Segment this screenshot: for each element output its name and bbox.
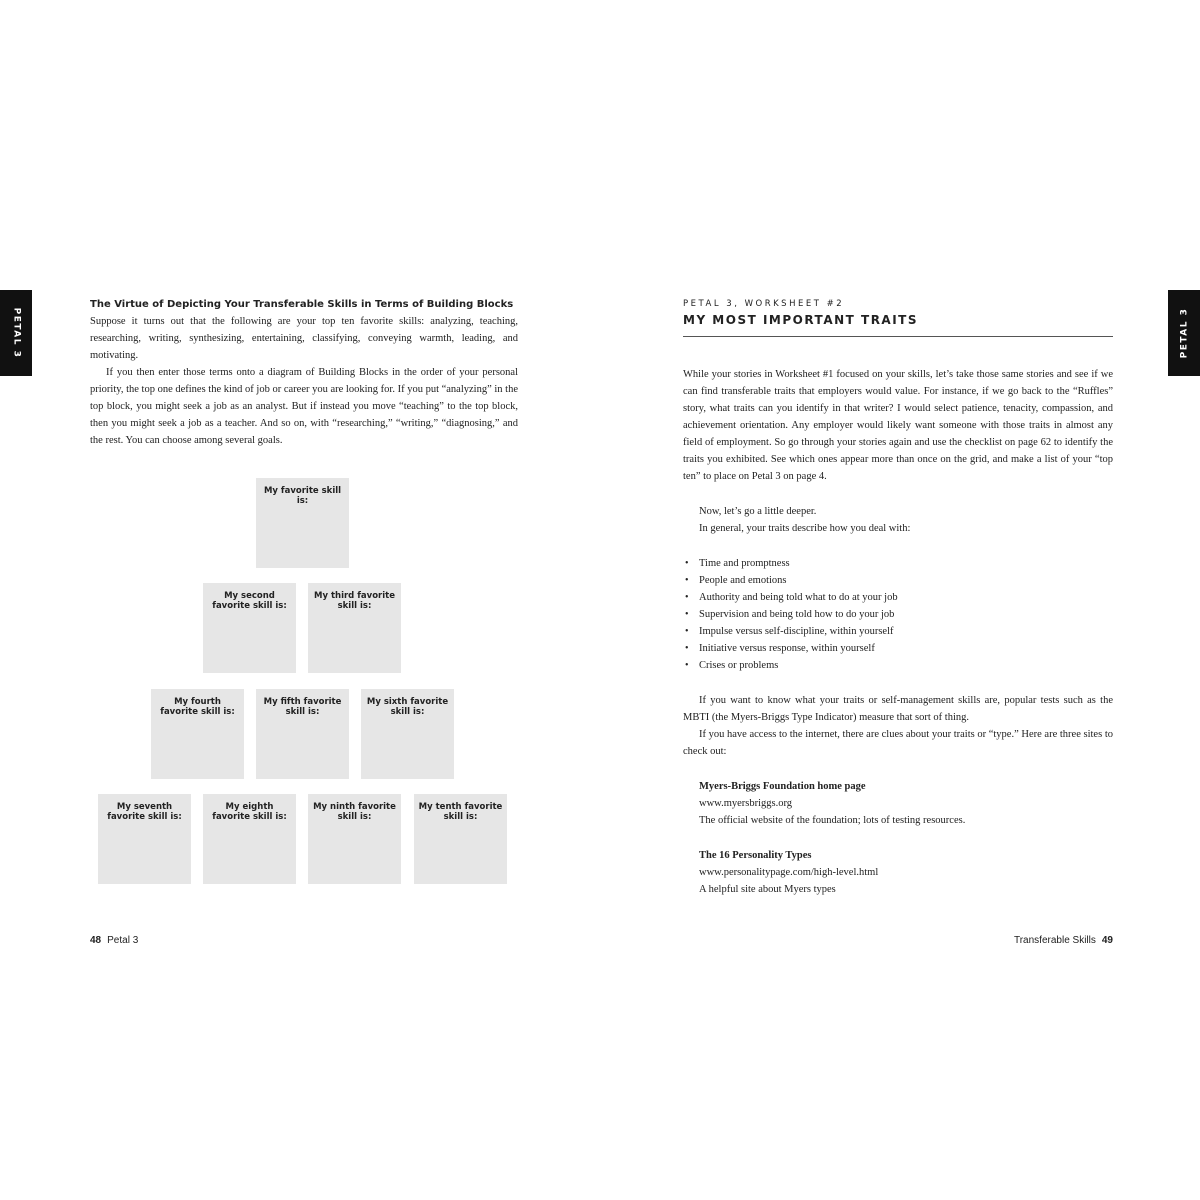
- paragraph: If you then enter those terms onto a diagram of Building Blocks in the order of your personal priority, the top one defines the kind of job or career you are looking for. If you put “analyzing” in the top block, you might seek a job as an analyst. But if instead you move “teaching” to the top block, then you might seek a job as a teacher. And so on, with “researching,” “writing,” “diagnosing,” and the rest. You can choose among several goals.: [90, 367, 518, 446]
- skill-block: My fifth favorite skill is:: [256, 689, 349, 779]
- traits-list: [683, 555, 1113, 674]
- resource-description: A helpful site about Myers types: [699, 884, 836, 895]
- skill-block: My tenth favorite skill is:: [414, 794, 507, 884]
- list-item: • Authority and being told what to do at your job: [699, 589, 1113, 606]
- skill-block: My third favorite skill is:: [308, 583, 401, 673]
- petal-tab-right: [1168, 290, 1200, 376]
- skill-block: My sixth favorite skill is:: [361, 689, 454, 779]
- skill-block: My ninth favorite skill is:: [308, 794, 401, 884]
- skill-block: My second favorite skill is:: [203, 583, 296, 673]
- text-line: Now, let’s go a little deeper.: [699, 506, 817, 517]
- list-item: • Supervision and being told how to do your job: [699, 606, 1113, 623]
- text-line: In general, your traits describe how you deal with:: [699, 523, 911, 534]
- paragraph: If you want to know what your traits or self-management skills are, popular tests such as the MBTI (the Myers-Briggs Type Indicator) measure that sort of thing.: [683, 695, 1113, 723]
- skill-block: My eighth favorite skill is:: [203, 794, 296, 884]
- resource-title: Myers-Briggs Foundation home page: [699, 781, 866, 792]
- page-number: 49: [1101, 935, 1113, 946]
- list-item: • Impulse versus self-discipline, within yourself: [699, 623, 1113, 640]
- list-item: • People and emotions: [699, 572, 1113, 589]
- running-footer: Petal 3: [107, 935, 139, 946]
- skill-block: My seventh favorite skill is:: [98, 794, 191, 884]
- paragraph: Suppose it turns out that the following are your top ten favorite skills: analyzing, teaching, researching, writing, synthesizing, entertaining, classifying, conveying warmth, leading, and motivating.: [90, 316, 518, 361]
- petal-tab-left: [0, 290, 32, 376]
- left-page-text: [90, 298, 518, 449]
- skill-block: My fourth favorite skill is:: [151, 689, 244, 779]
- building-blocks-diagram: [96, 478, 511, 888]
- resource-entry: [683, 847, 1113, 898]
- worksheet-title: MY MOST IMPORTANT TRAITS: [683, 310, 1113, 337]
- paragraph: While your stories in Worksheet #1 focused on your skills, let’s take those same stories and see if we can find transferable traits that employers would value. For instance, if we go back to the “Ruffles” story, what traits can you identify in that writer? I would select patience, tenacity, compassion, and achievement orientation. Any employer would likely want someone with those traits in almost any field of employment. So go through your stories again and use the checklist on page 62 to identify the traits you exhibited. See which ones appear more than once on the grid, and make a list of your “top ten” to place on Petal 3 on page 4.: [683, 369, 1113, 482]
- section-title: The Virtue of Depicting Your Transferable Skills in Terms of Building Blocks: [90, 299, 514, 310]
- list-item: • Time and promptness: [699, 555, 1113, 572]
- resource-url: www.myersbriggs.org: [699, 798, 793, 809]
- petal-tab-label: PETAL 3: [1179, 307, 1189, 359]
- resource-entry: [683, 778, 1113, 829]
- paragraph: If you have access to the internet, there are clues about your traits or “type.” Here are three sites to check out:: [683, 729, 1113, 757]
- left-footer: [90, 934, 138, 948]
- worksheet-label: PETAL 3, WORKSHEET #2: [683, 299, 845, 309]
- list-item: • Crises or problems: [699, 657, 1113, 674]
- resource-url: www.personalitypage.com/high-level.html: [699, 867, 879, 878]
- resource-description: The official website of the foundation; lots of testing resources.: [699, 815, 966, 826]
- right-page-text: [683, 298, 1113, 898]
- list-item: • Initiative versus response, within yourself: [699, 640, 1113, 657]
- running-footer: Transferable Skills: [1013, 935, 1096, 946]
- page-number: 48: [90, 935, 102, 946]
- right-footer: [1014, 934, 1113, 948]
- petal-tab-label: PETAL 3: [11, 307, 21, 359]
- skill-block: My favorite skill is:: [256, 478, 349, 568]
- resource-title: The 16 Personality Types: [699, 850, 812, 861]
